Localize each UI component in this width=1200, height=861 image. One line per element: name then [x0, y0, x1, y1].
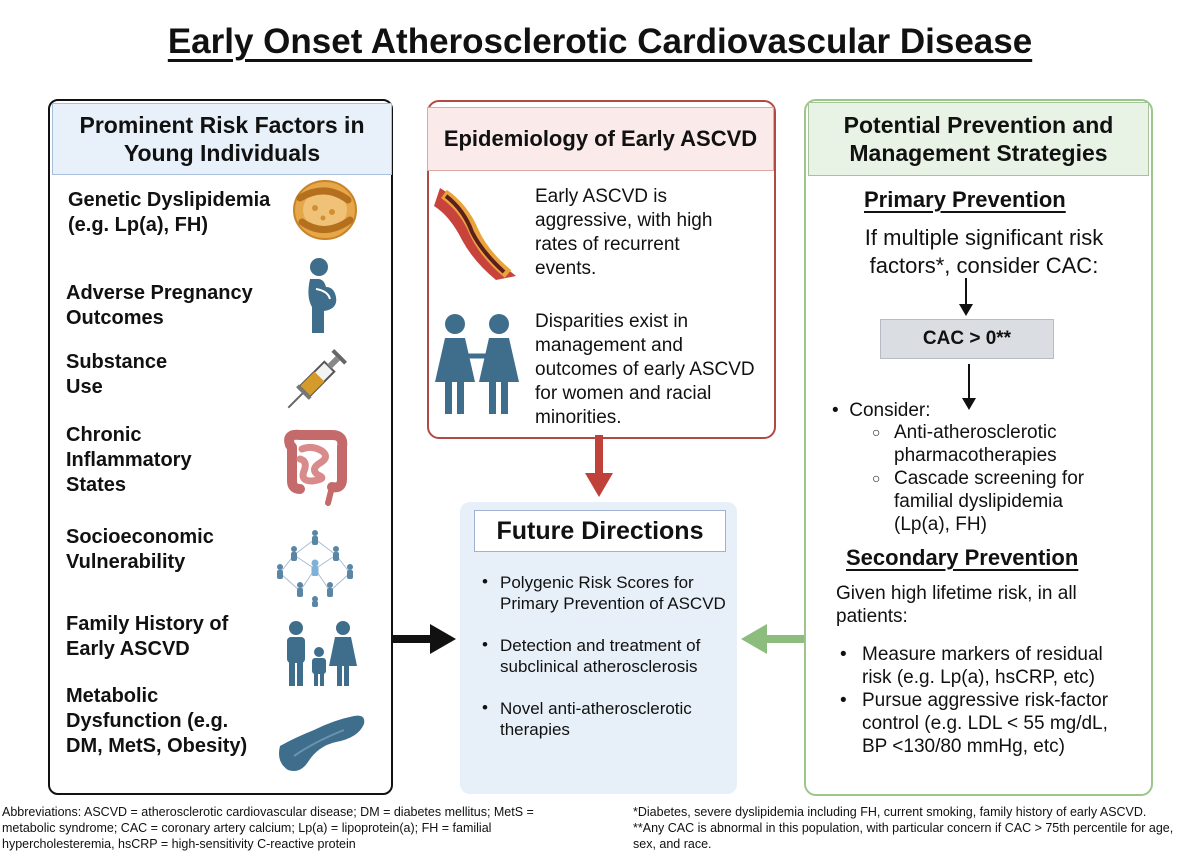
family-icon [283, 620, 359, 688]
cac-footnote: **Any CAC is abnormal in this population, with particular concern if CAC > 75th percentile for age, sex, and race. [633, 821, 1174, 851]
pancreas-icon [274, 712, 368, 774]
risk-factor-substance-label: Substance Use [66, 351, 168, 398]
risk-factors-header: Prominent Risk Factors in Young Individuals [52, 103, 392, 175]
risk-factor-family-label: Family History of Early ASCVD [66, 613, 229, 660]
future-directions-list [480, 572, 730, 761]
risk-factor-metabolic-label: Metabolic Dysfunction (e.g. DM, MetS, Obesity) [66, 685, 248, 757]
green-arrow-left-icon [741, 624, 805, 654]
intestine-icon [282, 429, 348, 507]
women-icon [433, 312, 523, 416]
primary-prevention-text: If multiple significant risk factors*, consider CAC: [864, 225, 1104, 278]
list-item: • Pursue aggressive risk-factor control (e.g. LDL < 55 mg/dL, BP <130/80 mmHg, etc) [840, 690, 1109, 757]
list-item: • Polygenic Risk Scores for Primary Prevention of ASCVD [482, 572, 726, 613]
arrow-down-icon [961, 364, 977, 410]
page-title: Early Onset Atherosclerotic Cardiovascular Disease [167, 22, 1033, 61]
red-arrow-down-icon [585, 435, 613, 499]
pregnant-woman-icon [300, 257, 344, 335]
epidemiology-text-1: Early ASCVD is aggressive, with high rates of recurrent events. [535, 186, 713, 279]
epidemiology-header: Epidemiology of Early ASCVD [427, 107, 774, 171]
secondary-prevention-title: Secondary Prevention [846, 545, 1079, 570]
abbreviations-footnote: Abbreviations: ASCVD = atherosclerotic cardiovascular disease; DM = diabetes mellitus; MetS = metabolic syndrome; CAC = coronary artery calcium; Lp(a) = lipoprotein(a); FH = familial hypercholesteremia, hsCRP = high-sensitivity C-reactive protein [2, 805, 534, 851]
list-item: • Novel anti-atherosclerotic therapies [482, 698, 692, 739]
risk-factor-genetic-label: Genetic Dyslipidemia (e.g. Lp(a), FH) [68, 189, 271, 236]
epidemiology-text-2: Disparities exist in management and outcomes of early ASCVD for women and racial minorities. [535, 311, 755, 428]
prevention-header: Potential Prevention and Management Strategies [808, 102, 1149, 176]
black-arrow-right-icon [392, 624, 456, 654]
syringe-icon [278, 340, 358, 416]
list-item: • Detection and treatment of subclinical atherosclerosis [482, 635, 701, 676]
diabetes-footnote: *Diabetes, severe dyslipidemia including FH, current smoking, family history of early ASCVD. [633, 805, 1147, 819]
people-network-icon [270, 525, 360, 607]
consider-item: ○ Anti-atherosclerotic pharmacotherapies [872, 422, 1057, 466]
risk-factor-pregnancy-label: Adverse Pregnancy Outcomes [66, 282, 253, 329]
artery-plaque-icon [434, 182, 520, 282]
consider-item: ○ Cascade screening for familial dyslipidemia (Lp(a), FH) [872, 468, 1085, 535]
risk-factor-socioeconomic-label: Socioeconomic Vulnerability [66, 526, 214, 573]
list-item: • Measure markers of residual risk (e.g. Lp(a), hsCRP, etc) [840, 644, 1103, 688]
lipoprotein-icon [290, 178, 360, 242]
arrow-down-icon [958, 278, 974, 316]
consider-label: • Consider: [832, 400, 931, 421]
future-directions-header: Future Directions [474, 510, 726, 552]
risk-factor-inflammatory-label: Chronic Inflammatory States [66, 424, 192, 496]
primary-prevention-title: Primary Prevention [864, 187, 1066, 212]
secondary-prevention-text: Given high lifetime risk, in all patients: [836, 583, 1077, 627]
cac-box: CAC > 0** [880, 319, 1054, 359]
